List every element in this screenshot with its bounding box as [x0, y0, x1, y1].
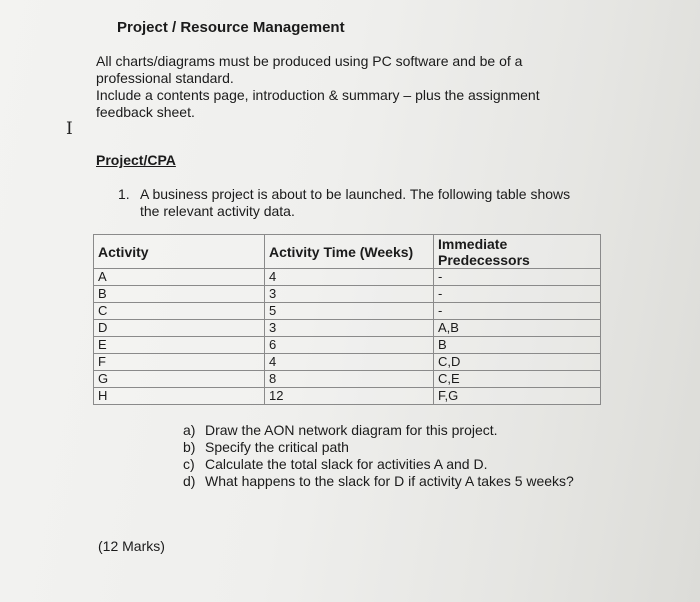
sub-question-label: a): [183, 422, 196, 438]
cell-time: 3: [265, 320, 434, 337]
question-number: 1.: [118, 186, 130, 202]
cell-activity: F: [94, 354, 265, 371]
cell-time: 4: [265, 269, 434, 286]
sub-question-label: d): [183, 473, 196, 489]
table-row: [94, 269, 601, 286]
header-pred-line: Predecessors: [438, 252, 530, 268]
cell-predecessors: -: [434, 269, 601, 286]
header-activity: Activity: [94, 235, 265, 269]
sub-question-b: [183, 439, 574, 456]
table-row: [94, 337, 601, 354]
cell-predecessors: F,G: [434, 388, 601, 405]
table-row: [94, 354, 601, 371]
sub-question-text: What happens to the slack for D if activity A takes 5 weeks?: [205, 473, 574, 489]
header-pred-line: Immediate: [438, 236, 508, 252]
cell-activity: D: [94, 320, 265, 337]
sub-question-a: [183, 422, 574, 439]
table-row: [94, 371, 601, 388]
question-line: the relevant activity data.: [140, 203, 295, 219]
cell-predecessors: -: [434, 286, 601, 303]
question-line: A business project is about to be launched. The following table shows: [140, 186, 571, 202]
question-text: [140, 186, 598, 220]
question-1: [118, 186, 598, 220]
cell-time: 12: [265, 388, 434, 405]
sub-question-text: Specify the critical path: [205, 439, 349, 455]
header-activity-time: Activity Time (Weeks): [265, 235, 434, 269]
cell-predecessors: A,B: [434, 320, 601, 337]
cell-predecessors: B: [434, 337, 601, 354]
cell-predecessors: C,D: [434, 354, 601, 371]
table-row: [94, 286, 601, 303]
marks-label: (12 Marks): [98, 538, 165, 554]
cell-time: 4: [265, 354, 434, 371]
sub-question-label: c): [183, 456, 195, 472]
cell-predecessors: -: [434, 303, 601, 320]
cell-activity: H: [94, 388, 265, 405]
cell-time: 6: [265, 337, 434, 354]
text-cursor-icon: I: [66, 119, 73, 139]
instruction-line: feedback sheet.: [96, 104, 195, 120]
sub-question-c: [183, 456, 574, 473]
table-row: [94, 303, 601, 320]
cell-activity: A: [94, 269, 265, 286]
sub-question-d: [183, 473, 574, 490]
cell-activity: B: [94, 286, 265, 303]
activity-table: [93, 234, 601, 405]
cell-activity: E: [94, 337, 265, 354]
cell-activity: G: [94, 371, 265, 388]
table-header-row: [94, 235, 601, 269]
instruction-line: All charts/diagrams must be produced using PC software and be of a: [96, 53, 523, 69]
section-heading: Project/CPA: [96, 152, 176, 168]
instruction-line: professional standard.: [96, 70, 234, 86]
cell-time: 8: [265, 371, 434, 388]
cell-time: 5: [265, 303, 434, 320]
cell-activity: C: [94, 303, 265, 320]
table-row: [94, 388, 601, 405]
sub-questions: [183, 422, 574, 490]
instructions: [96, 53, 576, 121]
cell-time: 3: [265, 286, 434, 303]
document-title: Project / Resource Management: [117, 19, 345, 36]
table-row: [94, 320, 601, 337]
sub-question-text: Calculate the total slack for activities A and D.: [205, 456, 488, 472]
instruction-line: Include a contents page, introduction & summary – plus the assignment: [96, 87, 540, 103]
cell-predecessors: C,E: [434, 371, 601, 388]
sub-question-label: b): [183, 439, 196, 455]
sub-question-text: Draw the AON network diagram for this project.: [205, 422, 498, 438]
header-predecessors: [434, 235, 601, 269]
